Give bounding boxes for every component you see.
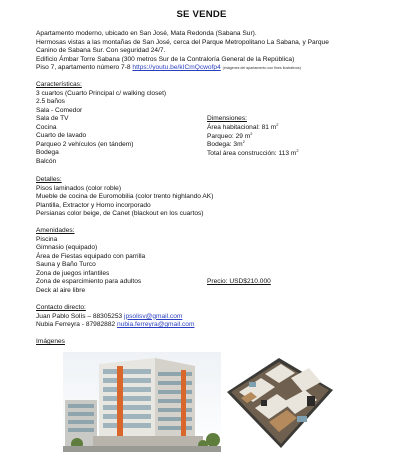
caracteristica-item: 2.5 baños (36, 98, 65, 105)
video-link[interactable]: https://youtu.be/kICmQcwofp4 (132, 64, 221, 71)
amenidad-item: Zona de juegos infantiles (36, 269, 110, 277)
detalle-item: Mueble de cocina de Euromobilia (color trento highlando AK) (36, 193, 214, 200)
caracteristica-item: Cuarto de lavado (36, 132, 87, 139)
intro-line-4: Edificio Ámbar Torre Sabana (300 metros Sur de la Contraloría General de la República) (36, 55, 295, 63)
caracteristica-item: Sala - Comedor (36, 106, 83, 114)
detalle-item: Persianas color beige, de Canet (blackout en los cuartos) (36, 210, 204, 217)
intro-line-3: Canino de Sabana Sur. Con seguridad 24/7. (36, 47, 166, 54)
detalle-item: Plantilla, Extractor y Horno incorporado (36, 201, 151, 209)
caracteristica-item: Balcón (36, 157, 57, 165)
amenidad-item: Deck al aire libre (36, 286, 86, 294)
caracteristica-item: 3 cuartos (Cuarto Principal c/ walking closet) (36, 89, 167, 97)
floor-plan-image (221, 352, 337, 452)
amenidades-heading: Amenidades: (36, 227, 75, 234)
area-total: Total área construcción: 113 $m^2$ (207, 148, 299, 157)
caracteristicas-heading: Características: (36, 81, 82, 88)
caracteristica-item: Cocina (36, 123, 57, 131)
contact-juan-pablo: Juan Pablo Solís – 88305253 jpsolisv@gmail.com (36, 312, 183, 320)
caracteristica-item: Bodega (36, 149, 59, 156)
caracteristica-item: Sala de TV (36, 115, 69, 122)
apartment-number: Piso 7, apartamento número 7-8 (36, 64, 131, 71)
area-bodega: Bodega: $3m^2$ (207, 139, 245, 148)
contacto-heading: Contacto directo: (36, 304, 86, 311)
area-habitacional: Área habitacional: 81 $m^2$ (207, 121, 279, 131)
amenidad-item: Gimnasio (equipado) (36, 244, 98, 251)
amenidad-item: Piscina (36, 235, 58, 243)
amenidad-item: Zona de esparcimiento para adultos (36, 278, 142, 285)
detalle-item: Pisos laminados (color roble) (36, 184, 122, 192)
area-parqueo: Parqueo: 29 $m^2$ (207, 130, 253, 140)
building-photo (63, 352, 221, 452)
caracteristica-item: Parqueo 2 vehículos (en tándem) (36, 140, 134, 148)
price: Precio: USD$210.000 (207, 278, 271, 285)
contact-nubia: Nubia Ferreyra - 87982882 nubia.ferreyra@gmail.com (36, 321, 195, 328)
detalles-heading: Detalles: (36, 176, 62, 183)
intro-line-2: Hermosas vistas a las montañas de San José, cerca del Parque Metropolitano La Sabana, y Parque (36, 38, 329, 46)
intro-line-1: Apartamento moderno, ubicado en San José, Mata Redonda (Sabana Sur). (36, 30, 257, 37)
email-link-juan-pablo[interactable]: jpsolisv@gmail.com (124, 312, 183, 320)
imagenes-heading: Imágenes (36, 338, 65, 345)
page-title: SE VENDE (176, 9, 227, 20)
email-link-nubia[interactable]: nubia.ferreyra@gmail.com (117, 321, 195, 328)
illustrative-note: (imágenes del apartamento con fines ilustrativos) (222, 66, 301, 70)
amenidad-item: Sauna y Baño Turco (36, 261, 96, 268)
intro-line-5 (36, 64, 301, 72)
amenidad-item: Área de Fiestas equipado con parrilla (36, 252, 146, 260)
dimensiones-heading: Dimensiones: (207, 115, 247, 122)
